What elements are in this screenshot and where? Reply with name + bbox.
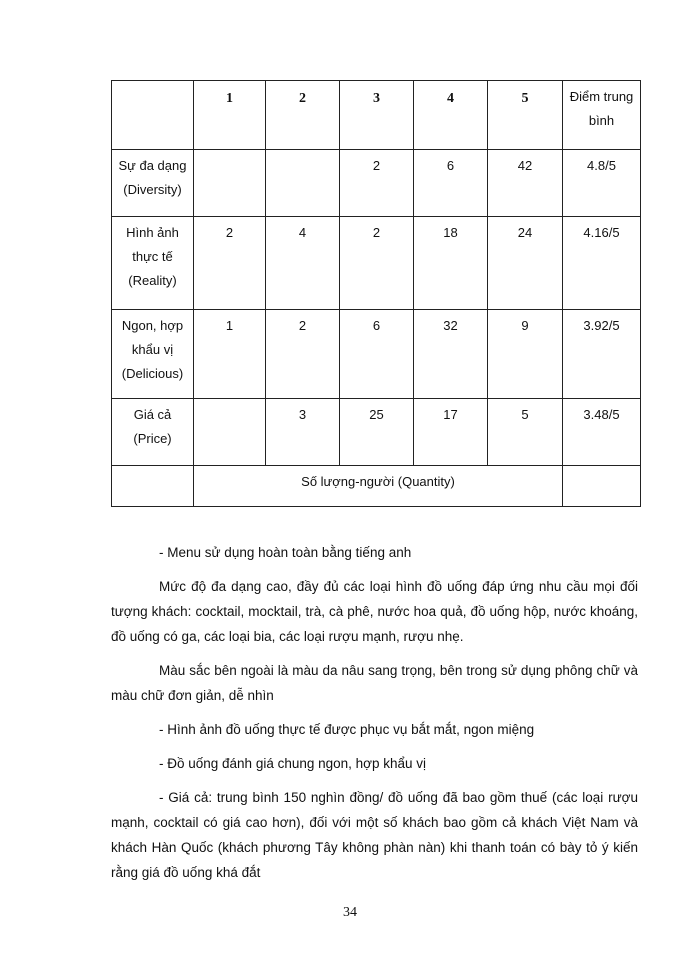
average-cell: 4.16/5 (563, 217, 641, 310)
header-cell: 2 (266, 81, 340, 150)
count-cell: 2 (266, 310, 340, 399)
count-cell: 2 (340, 217, 414, 310)
header-cell: 4 (414, 81, 488, 150)
footer-empty-cell (112, 466, 194, 507)
average-cell: 3.48/5 (563, 399, 641, 466)
count-cell: 17 (414, 399, 488, 466)
table-row (112, 310, 641, 399)
count-cell (194, 150, 266, 217)
count-cell: 1 (194, 310, 266, 399)
count-cell (266, 150, 340, 217)
count-cell (194, 399, 266, 466)
header-cell: 3 (340, 81, 414, 150)
table-row (112, 150, 641, 217)
count-cell: 42 (488, 150, 563, 217)
count-cell: 25 (340, 399, 414, 466)
criterion-cell: Ngon, hợp khẩu vị (Delicious) (112, 310, 194, 399)
page-number: 34 (343, 905, 357, 920)
rating-table (111, 80, 641, 507)
paragraph: - Hình ảnh đồ uống thực tế được phục vụ bắt mắt, ngon miệng (159, 722, 535, 737)
table-header-row (112, 81, 641, 150)
paragraph: Mức độ đa dạng cao, đầy đủ các loại hình đồ uống đáp ứng nhu cầu mọi đối tượng khách: cocktail, mocktail, trà, cà phê, nước hoa quả, đồ uống hộp, nước khoáng, đồ uống có ga, các loại bia, các loại rượu mạnh, rượu nhẹ. (111, 579, 638, 644)
count-cell: 4 (266, 217, 340, 310)
count-cell: 32 (414, 310, 488, 399)
header-cell-average: Điểm trung bình (563, 81, 641, 150)
table-row (112, 399, 641, 466)
header-cell: 1 (194, 81, 266, 150)
body-text (111, 540, 638, 894)
header-cell (112, 81, 194, 150)
paragraph: - Giá cả: trung bình 150 nghìn đồng/ đồ uống đã bao gồm thuế (các loại rượu mạnh, cocktail có giá cao hơn), đối với một số khách bao gồm cả khách Việt Nam và khách Hàn Quốc (khách phương Tây không phàn nàn) khi thanh toán có bày tỏ ý kiến rằng giá đồ uống khá đắt (111, 790, 638, 880)
average-cell: 3.92/5 (563, 310, 641, 399)
quantity-label: Số lượng-người (Quantity) (194, 466, 563, 507)
paragraph: Màu sắc bên ngoài là màu da nâu sang trọng, bên trong sử dụng phông chữ và màu chữ đơn giản, dễ nhìn (111, 663, 638, 703)
table-footer-row (112, 466, 641, 507)
criterion-cell: Sự đa dạng (Diversity) (112, 150, 194, 217)
count-cell: 9 (488, 310, 563, 399)
criterion-cell: Giá cả (Price) (112, 399, 194, 466)
paragraph: - Menu sử dụng hoàn toàn bằng tiếng anh (159, 545, 412, 560)
criterion-cell: Hình ảnh thực tế (Reality) (112, 217, 194, 310)
footer-empty-cell (563, 466, 641, 507)
count-cell: 18 (414, 217, 488, 310)
count-cell: 6 (414, 150, 488, 217)
paragraph: - Đồ uống đánh giá chung ngon, hợp khẩu vị (159, 756, 427, 771)
count-cell: 3 (266, 399, 340, 466)
count-cell: 2 (194, 217, 266, 310)
count-cell: 2 (340, 150, 414, 217)
count-cell: 5 (488, 399, 563, 466)
table-row (112, 217, 641, 310)
count-cell: 6 (340, 310, 414, 399)
count-cell: 24 (488, 217, 563, 310)
average-cell: 4.8/5 (563, 150, 641, 217)
header-cell: 5 (488, 81, 563, 150)
